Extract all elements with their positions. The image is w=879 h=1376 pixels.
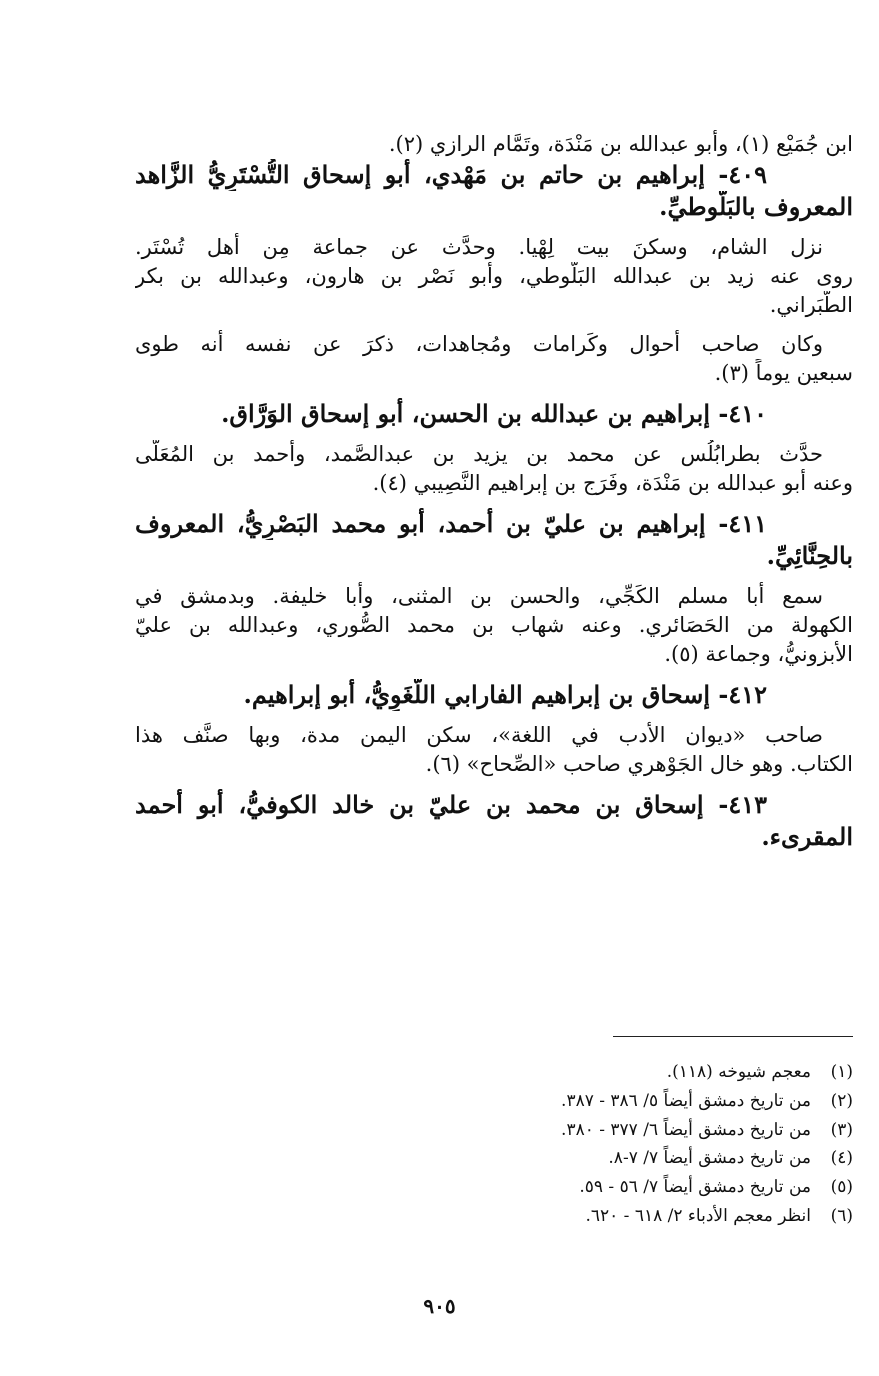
entry-409-heading-cont: المعروف بالبَلُّوطيِّ.	[659, 192, 853, 221]
footnote-number: (١)	[830, 1062, 853, 1082]
footnote-number: (٢)	[830, 1090, 853, 1111]
footnote-number: (٦)	[830, 1205, 853, 1226]
footnote-number: (٣)	[830, 1119, 853, 1140]
footnote	[300, 1116, 853, 1145]
text-line: الكهولة من الحَصَائري. وعنه شهاب بن محمد الصُّوري، وعبدالله بن عليّ	[135, 613, 853, 637]
text-line: سمع أبا مسلم الكَجِّي، والحسن بن المثنى، وأبا خليفة. وبدمشق في	[135, 584, 823, 608]
entry-409-heading: ٤٠٩- إبراهيم بن حاتم بن مَهْدي، أبو إسحاق التُّسْتَرِيُّ الزَّاهد	[135, 160, 768, 189]
footnote-number: (٥)	[830, 1177, 853, 1198]
text-line: وكان صاحب أحوال وكَرامات ومُجاهدات، ذكرَ عن نفسه أنه طوى	[135, 332, 823, 356]
footnote	[300, 1058, 853, 1087]
text-line: نزل الشام، وسكنَ بيت لِهْيا. وحدَّث عن جماعة مِن أهل تُسْتَر.	[135, 235, 823, 259]
text-line: الكتاب. وهو خال الجَوْهري صاحب «الصِّحاح» (٦).	[425, 752, 853, 776]
footnote-text: من تاريخ دمشق أيضاً ٥/ ٣٨٦ - ٣٨٧.	[561, 1090, 811, 1111]
text-line: الطَّبَراني.	[769, 293, 853, 317]
entry-410-heading: ٤١٠- إبراهيم بن عبدالله بن الحسن، أبو إسحاق الوَرَّاق.	[221, 399, 767, 428]
footnotes	[300, 1058, 853, 1231]
footnote	[300, 1173, 853, 1202]
page-body	[135, 130, 853, 853]
entry-412-heading: ٤١٢- إسحاق بن إبراهيم الفارابي اللُّغَوِيُّ، أبو إبراهيم.	[243, 680, 767, 709]
text-line: ابن جُمَيْع (١)، وأبو عبدالله بن مَنْدَة، وتَمَّام الرازي (٢).	[388, 132, 853, 156]
entry-411-heading: ٤١١- إبراهيم بن عليّ بن أحمد، أبو محمد البَصْرِيُّ، المعروف	[135, 509, 767, 538]
text-line: حدَّث بطرابُلُس عن محمد بن يزيد بن عبدالصَّمد، وأحمد بن المُعَلَّى	[135, 442, 823, 466]
footnote-number: (٤)	[830, 1148, 853, 1169]
footnote-text: من تاريخ دمشق أيضاً ٦/ ٣٧٧ - ٣٨٠.	[561, 1119, 811, 1140]
text-line: روى عنه زيد بن عبدالله البَلُّوطي، وأبو نَصْر بن هارون، وعبدالله بن بكر	[135, 264, 853, 288]
text-line: سبعين يوماً (٣).	[714, 361, 853, 385]
footnote-separator	[613, 1036, 853, 1037]
footnote	[300, 1144, 853, 1173]
entry-413-heading-cont: المقرىء.	[761, 822, 853, 851]
entry-411-heading-cont: بالحِنَّائِيِّ.	[766, 541, 853, 570]
footnote-text: من تاريخ دمشق أيضاً ٧/ ٥٦ - ٥٩.	[579, 1177, 811, 1198]
text-line: وعنه أبو عبدالله بن مَنْدَة، وفَرَج بن إبراهيم النَّصِيبي (٤).	[372, 471, 853, 495]
footnote	[300, 1202, 853, 1231]
footnote-text: انظر معجم الأدباء ٢/ ٦١٨ - ٦٢٠.	[585, 1205, 811, 1226]
footnote-text: من تاريخ دمشق أيضاً ٧/ ٧-٨.	[608, 1148, 811, 1169]
text-line: الأبزونيُّ، وجماعة (٥).	[664, 642, 853, 666]
entry-413-heading: ٤١٣- إسحاق بن محمد بن عليّ بن خالد الكوفيُّ، أبو أحمد	[135, 790, 767, 819]
footnote	[300, 1087, 853, 1116]
footnote-text: معجم شيوخه (١١٨).	[666, 1062, 811, 1082]
page-number: ٩٠٥	[423, 1294, 456, 1318]
text-line: صاحب «ديوان الأدب في اللغة»، سكن اليمن مدة، وبها صنَّف هذا	[135, 723, 823, 747]
